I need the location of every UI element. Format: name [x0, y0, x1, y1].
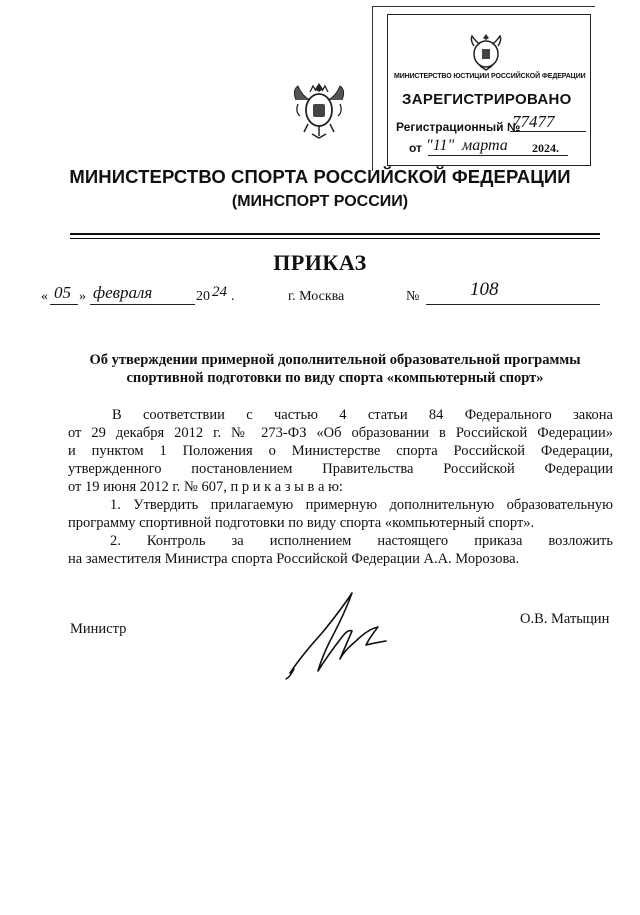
stamp-reg-number: 77477: [512, 112, 555, 131]
subject-line-1: Об утверждении примерной дополнительной образовательной программы: [89, 352, 581, 368]
stamp-registered-label: ЗАРЕГИСТРИРОВАНО: [402, 91, 572, 108]
body-line-2: от 29 декабря 2012 г. № 273-ФЗ «Об образовании в Российской Федерации»: [68, 425, 613, 441]
stamp-reg-number-label: Регистрационный №: [396, 120, 521, 134]
order-date-month: февраля: [93, 283, 153, 302]
stamp-from-label: от: [409, 141, 422, 155]
date-day-underline: [50, 304, 78, 305]
coat-of-arms-icon: [466, 30, 506, 74]
stamp-ministry-name: МИНИСТЕРСТВО ЮСТИЦИИ РОССИЙСКОЙ ФЕДЕРАЦИИ: [394, 73, 586, 80]
body-line-9: на заместителя Министра спорта Российской Федерации А.А. Морозова.: [68, 551, 520, 567]
signatory-name: О.В. Матыцин: [520, 611, 610, 627]
stamp-date-month: марта: [462, 137, 508, 154]
order-subject: [70, 351, 600, 387]
body-line-8: 2. Контроль за исполнением настоящего приказа возложить: [110, 533, 613, 549]
document-type-title: ПРИКАЗ: [273, 250, 367, 275]
body-line-1: В соответствии с частью 4 статьи 84 Федерального закона: [112, 407, 613, 423]
stamp-date-day: "11": [426, 137, 455, 154]
body-line-6: 1. Утвердить прилагаемую примерную дополнительную образовательную: [110, 497, 613, 513]
order-number-label: №: [406, 289, 420, 304]
date-open-quote: «: [41, 289, 48, 304]
date-month-underline: [90, 304, 195, 305]
order-date-day: 05: [54, 283, 71, 302]
body-line-3: и пунктом 1 Положения о Министерстве спорта Российской Федерации,: [68, 443, 613, 459]
handwritten-signature: [282, 585, 402, 685]
date-year-dot: .: [231, 289, 235, 304]
date-close-quote: »: [79, 289, 86, 304]
body-line-7: программу спортивной подготовки по виду спорта «компьютерный спорт».: [68, 515, 535, 531]
order-number-underline: [426, 304, 600, 305]
header-rule-thick: [70, 233, 600, 235]
ministry-short-name: (МИНСПОРТ РОССИИ): [231, 193, 409, 210]
order-date-year-suffix: 24: [212, 284, 227, 300]
header-rule-thin: [70, 238, 600, 239]
stamp-date-year: 2024.: [532, 141, 559, 155]
body-line-5: от 19 июня 2012 г. № 607, п р и к а з ы в а ю:: [68, 479, 343, 495]
order-city: г. Москва: [288, 289, 345, 304]
coat-of-arms-icon: [290, 80, 348, 142]
ministry-title: МИНИСТЕРСТВО СПОРТА РОССИЙСКОЙ ФЕДЕРАЦИИ: [69, 166, 571, 187]
subject-line-2: спортивной подготовки по виду спорта «компьютерный спорт»: [126, 370, 544, 386]
body-line-4: утвержденного постановлением Правительства Российской Федерации: [68, 461, 613, 477]
signatory-title: Министр: [70, 621, 127, 637]
order-number: 108: [470, 279, 499, 300]
order-date-year-prefix: 20: [196, 289, 210, 304]
